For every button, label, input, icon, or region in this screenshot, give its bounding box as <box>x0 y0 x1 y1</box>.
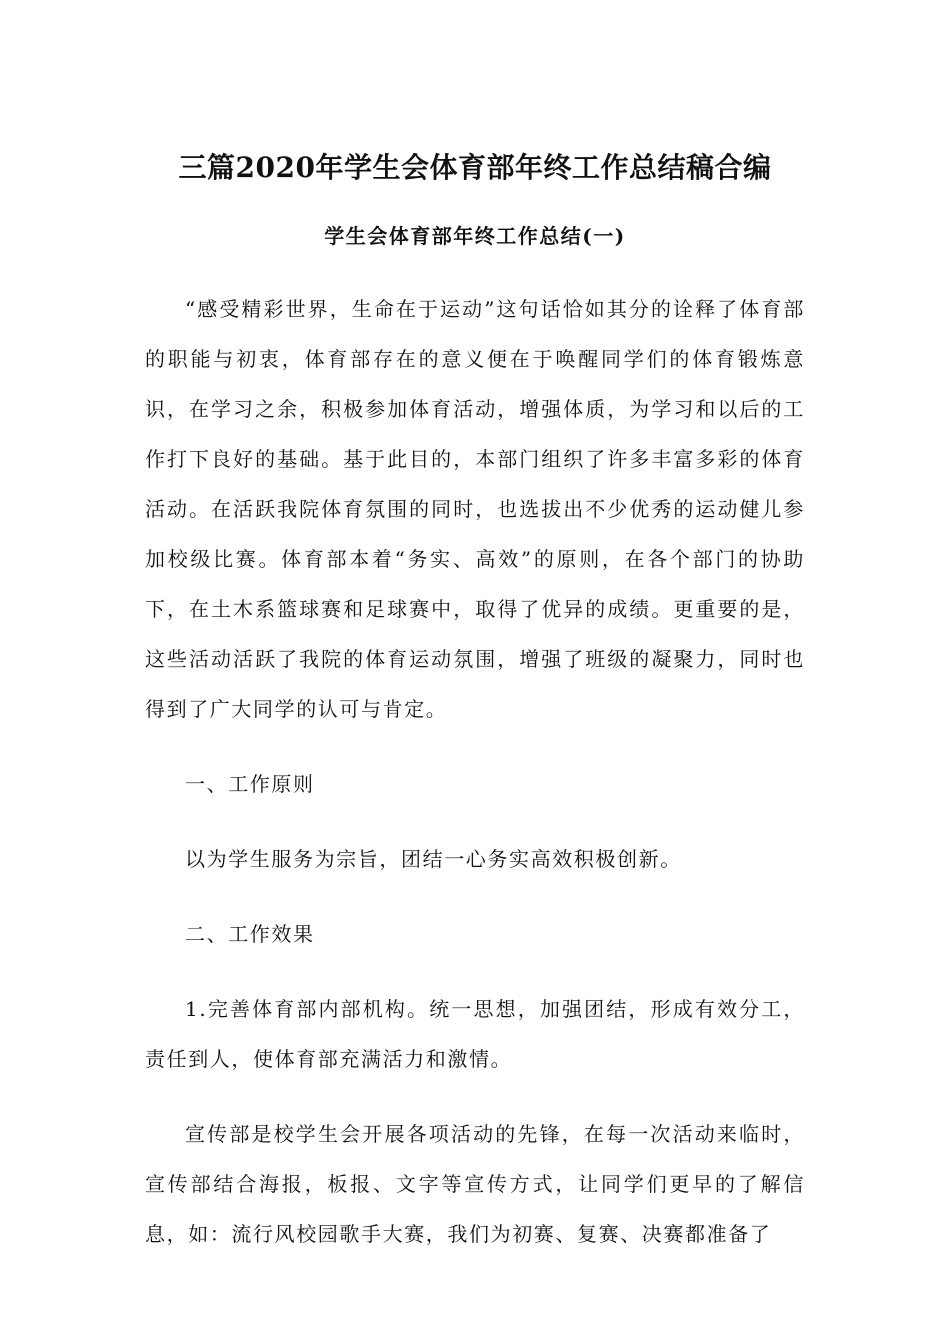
paragraph-intro: “感受精彩世界，生命在于运动”这句话恰如其分的诠释了体育部的职能与初衷，体育部存在的意义便在于唤醒同学们的体育锻炼意识，在学习之余，积极参加体育活动，增强体质，为学习和以后的工作打下良好的基础。基于此目的，本部门组织了许多丰富多彩的体育活动。在活跃我院体育氛围的同时，也选拔出不少优秀的运动健儿参加校级比赛。体育部本着“务实、高效”的原则，在各个部门的协助下，在土木系篮球赛和足球赛中，取得了优异的成绩。更重要的是，这些活动活跃了我院的体育运动氛围，增强了班级的凝聚力，同时也得到了广大同学的认可与肯定。 <box>145 297 805 721</box>
document-body <box>145 284 805 1284</box>
paragraph-result-1: 1.完善体育部内部机构。统一思想，加强团结，形成有效分工，责任到人，使体育部充满活力和激情。 <box>145 997 805 1071</box>
document-subtitle: 学生会体育部年终工作总结(一) <box>324 224 626 248</box>
section-heading-results: 二、工作效果 <box>185 922 315 946</box>
section-heading-principles: 一、工作原则 <box>185 772 315 796</box>
paragraph-publicity: 宣传部是校学生会开展各项活动的先锋，在每一次活动来临时，宣传部结合海报，板报、文字等宣传方式，让同学们更早的了解信息，如：流行风校园歌手大赛，我们为初赛、复赛、决赛都准备了 <box>145 1122 805 1246</box>
paragraph-principles: 以为学生服务为宗旨，团结一心务实高效积极创新。 <box>185 847 682 871</box>
document-title: 三篇2020年学生会体育部年终工作总结稿合编 <box>178 151 772 184</box>
